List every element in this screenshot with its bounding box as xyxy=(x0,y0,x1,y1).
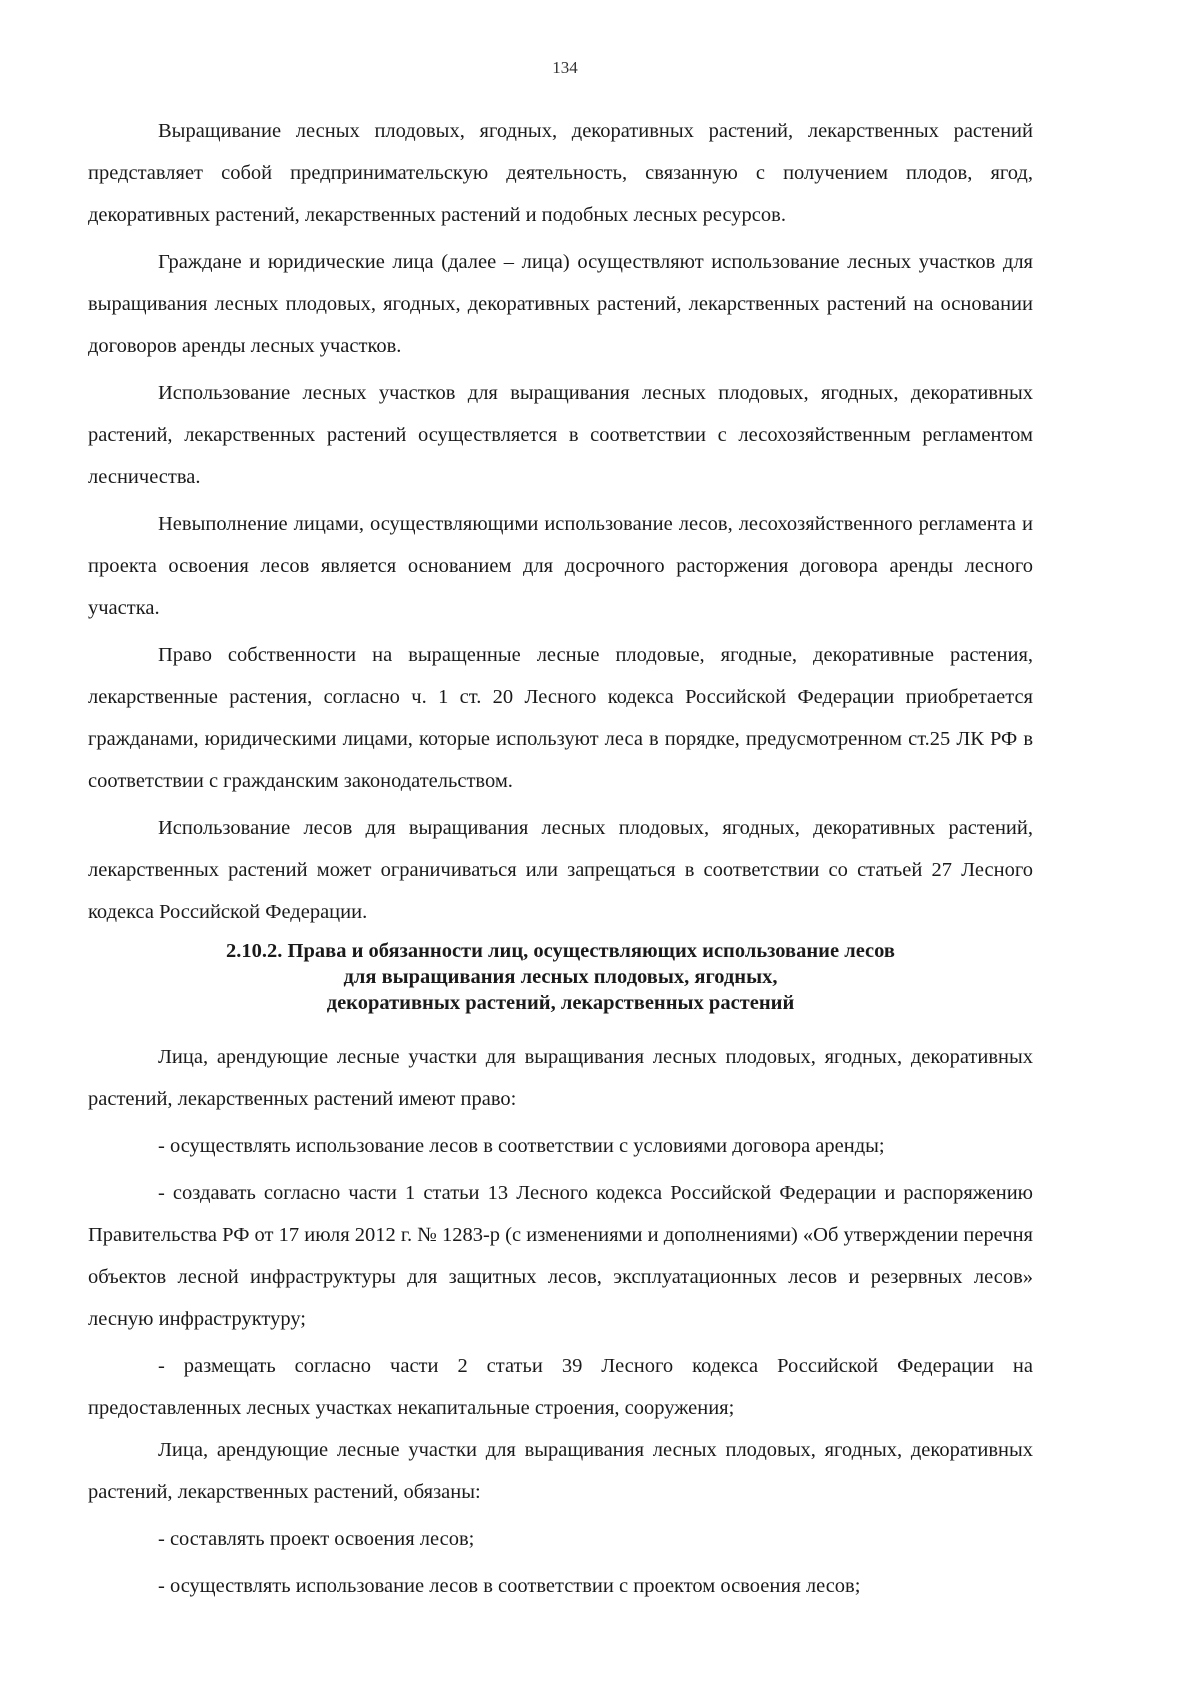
paragraph: Граждане и юридические лица (далее – лица) осуществляют использование лесных участков для выращивания лесных плодовых, ягодных, декоративных растений, лекарственных растений на основании договоров аренды лесных участков. xyxy=(88,251,1033,357)
paragraph: Лица, арендующие лесные участки для выращивания лесных плодовых, ягодных, декоративных растений, лекарственных растений, обязаны: xyxy=(88,1439,1033,1503)
list-item: - создавать согласно части 1 статьи 13 Лесного кодекса Российской Федерации и распоряжению Правительства РФ от 17 июля 2012 г. № 1283-р (с изменениями и дополнениями) «Об утверждении перечня объектов лесной инфраструктуры для защитных лесов, эксплуатационных лесов и резервных лесов» лесную инфраструктуру; xyxy=(88,1182,1033,1330)
page-number: 134 xyxy=(552,58,578,77)
paragraph: Лица, арендующие лесные участки для выращивания лесных плодовых, ягодных, декоративных растений, лекарственных растений имеют право: xyxy=(88,1046,1033,1110)
document-body xyxy=(88,110,1033,1612)
list-item: - осуществлять использование лесов в соответствии с условиями договора аренды; xyxy=(158,1135,885,1157)
section-heading-line: 2.10.2. Права и обязанности лиц, осуществляющих использование лесов xyxy=(226,940,895,962)
list-item: - размещать согласно части 2 статьи 39 Лесного кодекса Российской Федерации на предоставленных лесных участках некапитальные строения, сооружения; xyxy=(88,1355,1033,1419)
section-heading-line: для выращивания лесных плодовых, ягодных, xyxy=(343,966,778,988)
list-item: - составлять проект освоения лесов; xyxy=(158,1528,475,1550)
paragraph: Выращивание лесных плодовых, ягодных, декоративных растений, лекарственных растений представляет собой предпринимательскую деятельность, связанную с получением плодов, ягод, декоративных растений, лекарственных растений и подобных лесных ресурсов. xyxy=(88,120,1033,226)
paragraph: Использование лесных участков для выращивания лесных плодовых, ягодных, декоративных растений, лекарственных растений осуществляется в соответствии с лесохозяйственным регламентом лесничества. xyxy=(88,382,1033,488)
paragraph: Невыполнение лицами, осуществляющими использование лесов, лесохозяйственного регламента и проекта освоения лесов является основанием для досрочного расторжения договора аренды лесного участка. xyxy=(88,513,1033,619)
paragraph: Использование лесов для выращивания лесных плодовых, ягодных, декоративных растений, лекарственных растений может ограничиваться или запрещаться в соответствии со статьей 27 Лесного кодекса Российской Федерации. xyxy=(88,817,1033,923)
list-item: - осуществлять использование лесов в соответствии с проектом освоения лесов; xyxy=(158,1575,861,1597)
paragraph: Право собственности на выращенные лесные плодовые, ягодные, декоративные растения, лекарственные растения, согласно ч. 1 ст. 20 Лесного кодекса Российской Федерации приобретается гражданами, юридическими лицами, которые используют леса в порядке, предусмотренном ст.25 ЛК РФ в соответствии с гражданским законодательством. xyxy=(88,644,1033,792)
section-heading-line: декоративных растений, лекарственных растений xyxy=(326,992,795,1014)
section-heading xyxy=(88,938,1033,1016)
